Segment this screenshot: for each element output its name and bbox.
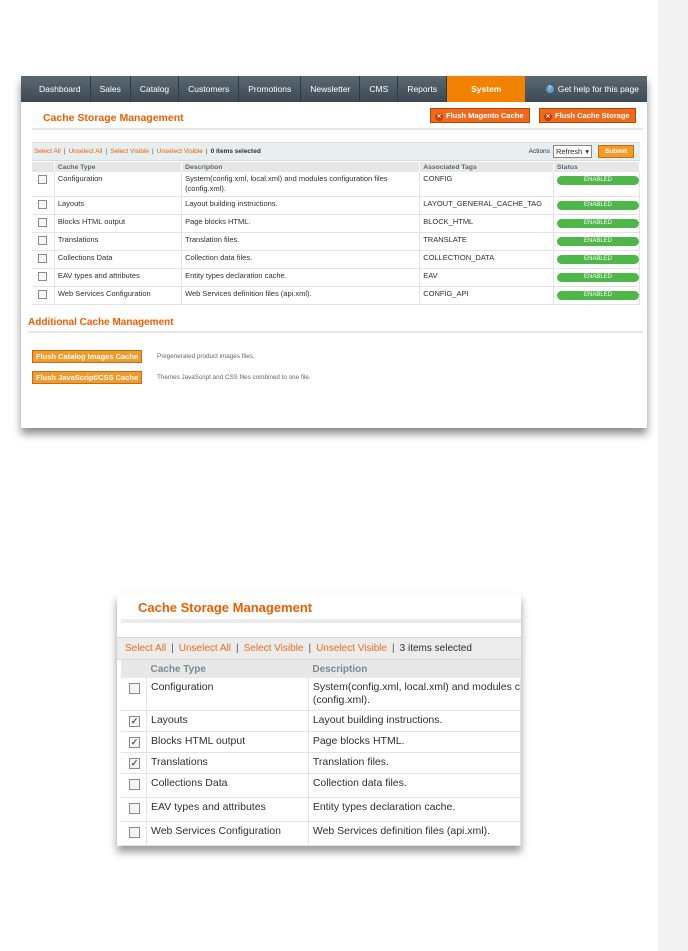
description-cell: [308, 678, 520, 711]
grid-header-row: [32, 162, 640, 172]
checkbox-column-header: [32, 162, 54, 172]
additional-cache-title: Additional Cache Management: [28, 317, 174, 328]
cache-type-cell: Layouts: [147, 711, 309, 732]
page-margin: [658, 0, 688, 951]
tag-cell: LAYOUT_GENERAL_CACHE_TAG: [420, 197, 554, 215]
massaction-links: Select All | Unselect All | Select Visible | Unselect Visible | 0 items selected: [34, 148, 261, 155]
row-checkbox[interactable]: [129, 827, 140, 838]
select-visible-link[interactable]: Select Visible: [243, 643, 304, 654]
chevron-down-icon: ▾: [585, 147, 589, 156]
help-circle-icon: ?: [546, 85, 554, 93]
select-visible-link[interactable]: Select Visible: [110, 148, 150, 155]
tag-cell: EAV: [420, 269, 554, 287]
row-checkbox[interactable]: [129, 803, 140, 814]
cache-grid: [32, 162, 640, 305]
column-status[interactable]: Status: [554, 162, 640, 172]
help-link[interactable]: [546, 84, 647, 94]
cache-type-cell: Configuration: [54, 172, 181, 197]
description-cell: Translation files.: [308, 753, 520, 774]
row-checkbox[interactable]: [38, 236, 47, 245]
unselect-all-link[interactable]: Unselect All: [178, 643, 231, 654]
actions-select[interactable]: [553, 145, 592, 158]
cache-type-cell: Translations: [54, 233, 181, 251]
nav-cms[interactable]: CMS: [360, 76, 398, 102]
grid-header-row: [121, 660, 521, 678]
select-all-link[interactable]: Select All: [125, 643, 167, 654]
table-row: [121, 822, 521, 846]
row-checkbox-cell: [121, 678, 147, 711]
status-cell: [554, 197, 640, 215]
divider: [28, 331, 643, 333]
column-description[interactable]: Description: [308, 660, 520, 678]
status-cell: [554, 172, 640, 197]
row-checkbox-cell: [121, 774, 147, 798]
table-row: [121, 753, 521, 774]
unselect-all-link[interactable]: Unselect All: [68, 148, 103, 155]
table-row: [32, 269, 640, 287]
row-checkbox[interactable]: ✓: [130, 716, 139, 726]
row-checkbox[interactable]: ✓: [130, 737, 139, 747]
cache-type-cell: Collections Data: [54, 251, 181, 269]
checkbox-column-header: [121, 660, 147, 678]
status-cell: [554, 251, 640, 269]
description-cell: Collection data files.: [182, 251, 420, 269]
nav-reports[interactable]: Reports: [398, 76, 447, 102]
table-row: [32, 287, 640, 305]
items-selected-count: 3 items selected: [399, 643, 472, 654]
description-cell: Collection data files.: [308, 774, 520, 798]
flush-images-description: Pregenerated product images files.: [157, 353, 255, 360]
row-checkbox-cell: [32, 287, 54, 305]
row-checkbox-cell: [121, 753, 147, 774]
status-badge: ENABLED: [557, 201, 639, 210]
cache-type-cell: Collections Data: [147, 774, 309, 798]
description-cell: Web Services definition files (api.xml).: [308, 822, 520, 846]
row-checkbox-cell: [32, 172, 54, 197]
flush-js-css-cache-button[interactable]: Flush JavaScript/CSS Cache: [32, 371, 142, 384]
status-cell: [554, 233, 640, 251]
row-checkbox[interactable]: [38, 254, 47, 263]
table-row: [121, 732, 521, 753]
cache-type-cell: Blocks HTML output: [54, 215, 181, 233]
table-row: [121, 774, 521, 798]
main-navigation: [21, 76, 647, 102]
column-cache-type[interactable]: Cache Type: [147, 660, 309, 678]
tag-cell: CONFIG_API: [420, 287, 554, 305]
description-cell: Translation files.: [182, 233, 420, 251]
row-checkbox-cell: [121, 732, 147, 753]
description-cell: Entity types declaration cache.: [308, 798, 520, 822]
row-checkbox[interactable]: [129, 683, 140, 694]
row-checkbox-cell: [32, 197, 54, 215]
column-cache-type[interactable]: Cache Type: [54, 162, 181, 172]
nav-newsletter[interactable]: Newsletter: [301, 76, 360, 102]
row-checkbox-cell: [121, 798, 147, 822]
close-circle-icon: ✕: [545, 114, 551, 120]
nav-dashboard[interactable]: Dashboard: [21, 76, 91, 102]
column-description[interactable]: Description: [182, 162, 420, 172]
table-row: [121, 678, 521, 711]
row-checkbox[interactable]: [38, 272, 47, 281]
table-row: [121, 798, 521, 822]
status-badge: ENABLED: [557, 176, 639, 185]
tag-cell: COLLECTION_DATA: [420, 251, 554, 269]
cache-type-cell: Web Services Configuration: [147, 822, 309, 846]
actions-box: [529, 145, 634, 158]
row-checkbox[interactable]: [38, 218, 47, 227]
table-row: [32, 172, 640, 197]
status-cell: [554, 269, 640, 287]
flush-magento-label: Flush Magento Cache: [446, 111, 524, 120]
description-cell: Page blocks HTML.: [308, 732, 520, 753]
zoom-massaction-bar: Select All | Unselect All | Select Visible | Unselect Visible | 3 items selected: [117, 637, 521, 660]
description-cell: Page blocks HTML.: [182, 215, 420, 233]
status-badge: ENABLED: [557, 219, 639, 228]
items-selected-count: 0 items selected: [210, 148, 261, 155]
row-checkbox[interactable]: [38, 200, 47, 209]
flush-images-cache-button[interactable]: Flush Catalog Images Cache: [32, 350, 142, 363]
tag-cell: TRANSLATE: [420, 233, 554, 251]
row-checkbox-cell: [121, 711, 147, 732]
row-checkbox[interactable]: [129, 779, 140, 790]
massaction-bar: [32, 142, 640, 161]
table-row: [32, 251, 640, 269]
page-title: Cache Storage Management: [43, 112, 184, 124]
row-checkbox-cell: [32, 269, 54, 287]
table-row: [32, 233, 640, 251]
zoom-page-title: Cache Storage Management: [138, 600, 313, 615]
row-checkbox-cell: [121, 822, 147, 846]
status-badge: ENABLED: [557, 273, 639, 282]
description-line: System(config.xml, local.xml) and modules c: [312, 681, 520, 693]
nav-sales[interactable]: Sales: [91, 76, 131, 102]
flush-magento-cache-button[interactable]: [430, 108, 530, 123]
flush-js-css-description: Themes JavaScript and CSS files combined to one file.: [157, 374, 311, 381]
admin-screenshot: [21, 76, 647, 428]
zoom-cache-grid: [121, 660, 521, 846]
zoomed-screenshot: [117, 593, 521, 846]
status-badge: ENABLED: [557, 237, 639, 246]
table-row: [32, 215, 640, 233]
description-line: (config.xml).: [312, 694, 371, 706]
tag-cell: BLOCK_HTML: [420, 215, 554, 233]
table-row: [121, 711, 521, 732]
submit-button[interactable]: Submit: [598, 145, 634, 158]
description-cell: Entity types declaration cache.: [182, 269, 420, 287]
description-cell: Web Services definition files (api.xml).: [182, 287, 420, 305]
row-checkbox-cell: [32, 251, 54, 269]
select-all-link[interactable]: Select All: [34, 148, 61, 155]
description-cell: System(config.xml, local.xml) and modules configuration files (config.xml).: [182, 172, 420, 197]
actions-label: Actions: [528, 148, 550, 155]
unselect-visible-link[interactable]: Unselect Visible: [156, 148, 203, 155]
help-link-label: Get help for this page: [557, 84, 639, 94]
close-circle-icon: ✕: [436, 114, 442, 120]
nav-system[interactable]: System: [447, 76, 525, 102]
row-checkbox[interactable]: [38, 290, 47, 299]
row-checkbox-cell: [32, 215, 54, 233]
cache-type-cell: Layouts: [54, 197, 181, 215]
cache-type-cell: Translations: [147, 753, 309, 774]
cache-type-cell: Blocks HTML output: [147, 732, 309, 753]
status-cell: [554, 215, 640, 233]
nav-customers[interactable]: Customers: [179, 76, 239, 102]
tag-cell: CONFIG: [420, 172, 554, 197]
row-checkbox-cell: [32, 233, 54, 251]
cache-type-cell: EAV types and attributes: [147, 798, 309, 822]
column-tags[interactable]: Associated Tags: [420, 162, 554, 172]
divider: [121, 619, 521, 623]
nav-promotions[interactable]: Promotions: [239, 76, 301, 102]
table-row: [32, 197, 640, 215]
flush-cache-storage-button[interactable]: [539, 108, 636, 123]
status-badge: ENABLED: [557, 291, 639, 300]
unselect-visible-link[interactable]: Unselect Visible: [316, 643, 388, 654]
flush-storage-label: Flush Cache Storage: [555, 111, 630, 120]
cache-type-cell: Web Services Configuration: [54, 287, 181, 305]
status-badge: ENABLED: [557, 255, 639, 264]
description-cell: Layout building instructions.: [182, 197, 420, 215]
cache-type-cell: Configuration: [147, 678, 309, 711]
row-checkbox[interactable]: [38, 175, 47, 184]
cache-type-cell: EAV types and attributes: [54, 269, 181, 287]
divider: [32, 128, 643, 130]
description-cell: Layout building instructions.: [308, 711, 520, 732]
row-checkbox[interactable]: ✓: [130, 758, 139, 768]
nav-catalog[interactable]: Catalog: [131, 76, 179, 102]
status-cell: [554, 287, 640, 305]
actions-select-value: Refresh: [555, 147, 583, 156]
